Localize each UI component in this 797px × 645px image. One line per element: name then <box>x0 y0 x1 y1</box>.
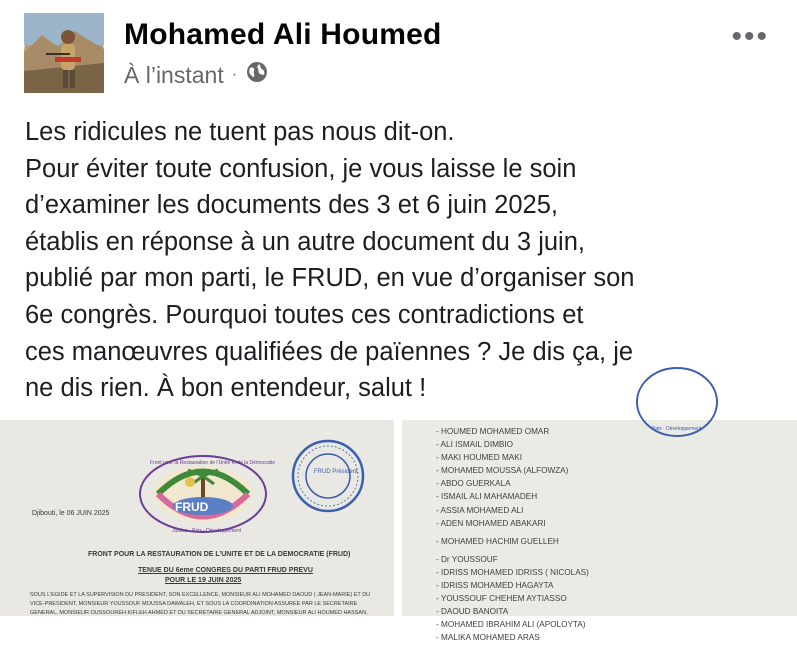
post-text <box>25 114 785 407</box>
member-names-list <box>436 425 589 645</box>
document-subheading-date: POUR LE 19 JUIN 2025 <box>165 577 242 584</box>
post-text-line: établis en réponse à un autre document du 3 juin, <box>25 227 585 256</box>
member-name: - ABDO GUERKALA <box>436 479 511 489</box>
post-text-line: ces manœuvres qualifiées de païennes ? Je dis ça, je <box>25 337 634 366</box>
member-name: - HOUMED MOHAMED OMAR <box>436 427 550 436</box>
member-name: - IDRISS MOHAMED HAGAYTA <box>436 581 554 591</box>
post-meta <box>124 60 269 90</box>
author-avatar[interactable] <box>24 13 104 93</box>
post-text-line: d’examiner les documents des 3 et 6 juin 2025, <box>25 191 558 220</box>
logo-ring-text: Front pour la Restauration de l’Unité et de la Démocratie <box>150 460 276 466</box>
document-body-line: GENERAL, MONSIEUR OUSSOUREH KIFLEH AHMED ET DU SECRETAIRE GENERAL ADJOINT, MONSIEUR ALI HOUMED HASSAN, <box>30 610 368 616</box>
document-body-line: SOUS L’EGIDE ET LA SUPERVISION DU PRESIDENT, SON EXCELLENCE, MONSIEUR ALI MOHAMED DAOUD ( JEAN-MARIE) ET DU <box>30 592 371 598</box>
member-name: - ADEN MOHAMED ABAKARI <box>436 518 546 528</box>
document-photo-left[interactable] <box>0 420 394 616</box>
member-name: - ALI ISMAIL DIMBIO <box>436 440 514 450</box>
post-text-line: publié par mon parti, le FRUD, en vue d’organiser son <box>25 264 635 293</box>
post-timestamp[interactable]: À l’instant <box>124 61 224 88</box>
post-author-name[interactable]: Mohamed Ali Houmed <box>124 18 442 51</box>
globe-icon[interactable] <box>245 60 269 90</box>
document-date: Djibouti, le 06 JUIN 2025 <box>32 510 110 517</box>
frud-logo <box>138 454 268 534</box>
post-text-line: Pour éviter toute confusion, je vous laisse le soin <box>25 154 577 183</box>
document-body-line: VICE-PRESIDENT, MONSIEUR YOUSSOUF MOUSSA DAWALEH, ET SOUS LA COORDINATION ASSUREE PAR LE SECRETAIRE <box>30 601 358 607</box>
official-stamp <box>290 438 366 514</box>
member-name: - ASSIA MOHAMED ALI <box>436 505 524 515</box>
member-name: - DAOUD BANOITA <box>436 607 509 617</box>
member-name: - MOHAMED HACHIM GUELLEH <box>436 536 559 546</box>
member-name: - Dr YOUSSOUF <box>436 554 498 564</box>
logo-motto: Justice - Paix - Développement <box>172 528 242 534</box>
meta-separator: · <box>231 66 238 83</box>
more-options-icon[interactable]: ••• <box>731 20 769 53</box>
post-text-line: Les ridicules ne tuent pas nous dit-on. <box>25 118 455 146</box>
member-name: - MALIKA MOHAMED ARAS <box>436 633 540 643</box>
member-name: - YOUSSOUF CHEHEM AYTIASSO <box>436 594 567 604</box>
stamp-text: FRUD Président <box>314 469 358 475</box>
document-photo-right[interactable] <box>402 420 797 643</box>
member-name: - MOHAMED MOUSSA (ALFOWZA) <box>436 466 569 476</box>
logo-frud-text: FRUD <box>175 500 209 514</box>
member-name: - ISMAIL ALI MAHAMADEH <box>436 492 538 502</box>
member-name: - MAKI HOUMED MAKI <box>436 453 522 463</box>
stamp-fragment <box>632 382 722 442</box>
document-heading: FRONT POUR LA RESTAURATION DE L’UNITE ET DE LA DEMOCRATIE (FRUD) <box>88 551 351 558</box>
member-name: - MOHAMED IBRAHIM ALI (APOLOYTA) <box>436 620 586 630</box>
member-name: - IDRISS MOHAMED IDRISS ( NICOLAS) <box>436 567 589 577</box>
stamp-fragment-text: Paix · Développement <box>652 426 702 432</box>
document-subheading: TENUE DU 6eme CONGRES DU PARTI FRUD PREVU <box>138 567 313 574</box>
post-text-line: 6e congrès. Pourquoi toutes ces contradictions et <box>25 300 584 329</box>
avatar-photo <box>24 13 104 93</box>
post-text-line: ne dis rien. À bon entendeur, salut ! <box>25 374 427 403</box>
